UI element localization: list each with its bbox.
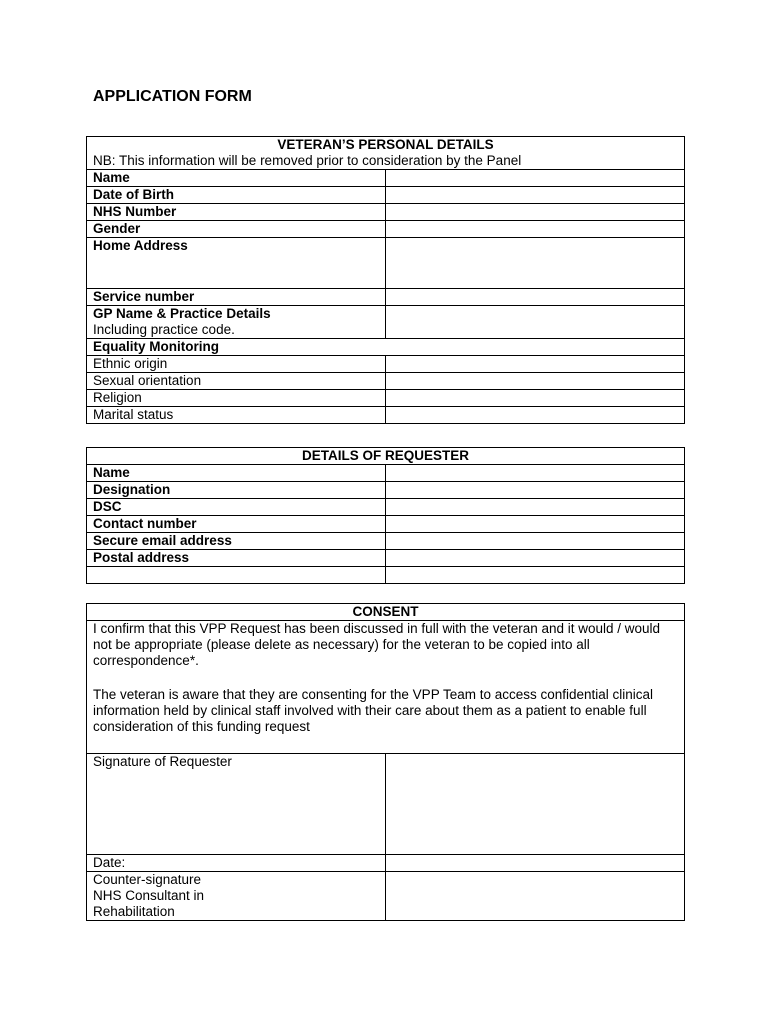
label-counter-signature <box>87 872 386 921</box>
label-dsc: DSC <box>87 499 386 516</box>
field-requester-name[interactable] <box>386 465 685 482</box>
counter-signature-line-3: Rehabilitation <box>93 904 175 919</box>
label-contact-number: Contact number <box>87 516 386 533</box>
field-ethnic-origin[interactable] <box>386 356 685 373</box>
requester-details-table <box>86 447 685 584</box>
label-service-number: Service number <box>87 289 386 306</box>
requester-header: DETAILS OF REQUESTER <box>87 448 685 465</box>
page-title: APPLICATION FORM <box>93 88 252 105</box>
label-postal-address: Postal address <box>87 550 386 567</box>
field-postal-address-extra[interactable] <box>386 567 685 584</box>
field-postal-address[interactable] <box>386 550 685 567</box>
field-secure-email[interactable] <box>386 533 685 550</box>
field-nhs-number[interactable] <box>386 204 685 221</box>
section-header <box>87 137 685 170</box>
field-date[interactable] <box>386 855 685 872</box>
counter-signature-line-2: NHS Consultant in <box>93 888 205 903</box>
field-counter-signature[interactable] <box>386 872 685 921</box>
label-ethnic-origin: Ethnic origin <box>87 356 386 373</box>
label-nhs-number: NHS Number <box>87 204 386 221</box>
consent-header: CONSENT <box>87 604 685 621</box>
field-dob[interactable] <box>386 187 685 204</box>
field-home-address[interactable] <box>386 238 685 289</box>
field-name[interactable] <box>386 170 685 187</box>
veteran-personal-details-table <box>86 136 685 424</box>
label-gp-details <box>87 306 386 339</box>
label-signature-requester: Signature of Requester <box>87 754 386 855</box>
label-marital-status: Marital status <box>87 407 386 424</box>
field-marital-status[interactable] <box>386 407 685 424</box>
field-service-number[interactable] <box>386 289 685 306</box>
equality-monitoring-heading: Equality Monitoring <box>87 339 685 356</box>
label-dob: Date of Birth <box>87 187 386 204</box>
label-date: Date: <box>87 855 386 872</box>
counter-signature-line-1: Counter-signature <box>93 872 202 887</box>
consent-statement <box>87 621 685 754</box>
personal-header: VETERAN’S PERSONAL DETAILS <box>277 137 494 152</box>
field-religion[interactable] <box>386 390 685 407</box>
gp-sublabel: Including practice code. <box>93 322 235 337</box>
field-signature-requester[interactable] <box>386 754 685 855</box>
label-sexual-orientation: Sexual orientation <box>87 373 386 390</box>
label-secure-email: Secure email address <box>87 533 386 550</box>
label-religion: Religion <box>87 390 386 407</box>
gp-label: GP Name & Practice Details <box>93 306 271 321</box>
field-sexual-orientation[interactable] <box>386 373 685 390</box>
field-dsc[interactable] <box>386 499 685 516</box>
personal-note: NB: This information will be removed prior to consideration by the Panel <box>93 153 522 168</box>
consent-paragraph-1: I confirm that this VPP Request has been discussed in full with the veteran and it would / would not be appropriate (please delete as necessary) for the veteran to be copied into all correspondence*. <box>93 621 661 668</box>
consent-paragraph-2: The veteran is aware that they are consenting for the VPP Team to access confidential clinical information held by clinical staff involved with their care about them as a patient to enable full consideration of this funding request <box>93 687 654 734</box>
field-contact-number[interactable] <box>386 516 685 533</box>
field-designation[interactable] <box>386 482 685 499</box>
label-name: Name <box>87 170 386 187</box>
field-gp-details[interactable] <box>386 306 685 339</box>
label-requester-name: Name <box>87 465 386 482</box>
label-designation: Designation <box>87 482 386 499</box>
consent-table <box>86 603 685 921</box>
field-postal-address-extra-label[interactable] <box>87 567 386 584</box>
field-gender[interactable] <box>386 221 685 238</box>
label-home-address: Home Address <box>87 238 386 289</box>
label-gender: Gender <box>87 221 386 238</box>
